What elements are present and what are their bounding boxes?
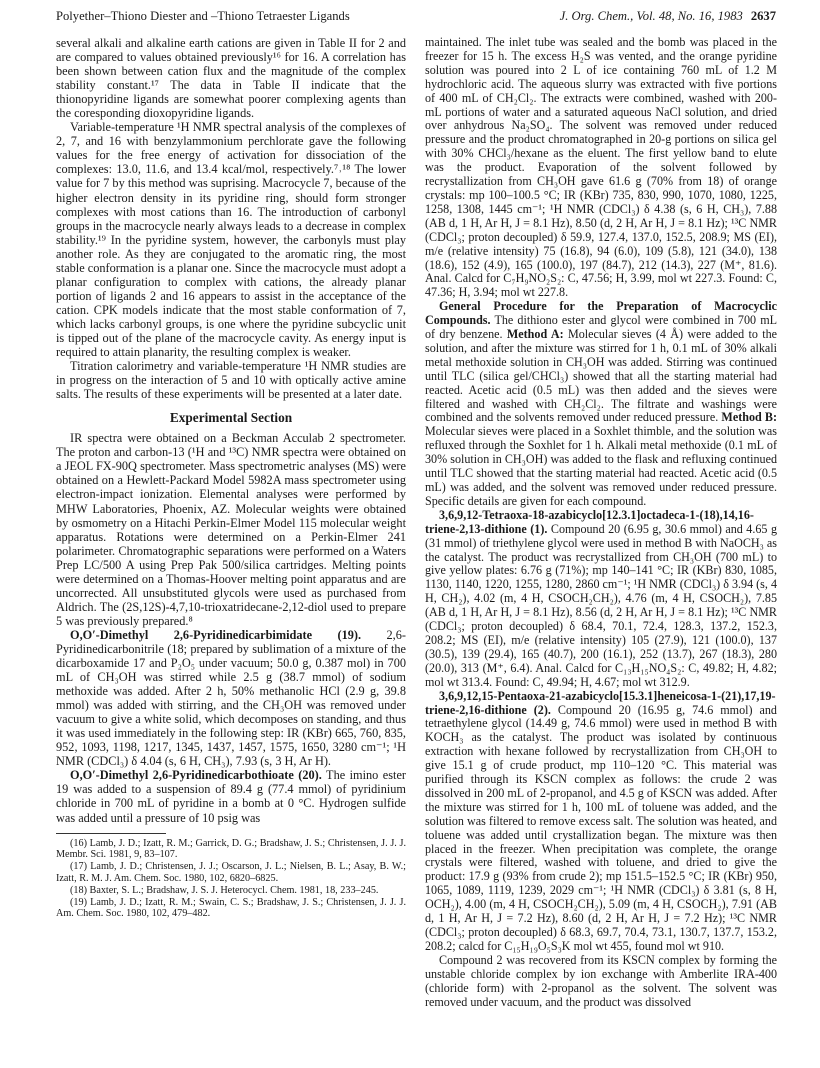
procedure-text: Molecular sieves were placed in a Soxhlet thimble, and the solution was refluxed through the Soxhlet for 1 h. Alkali metal methoxide (0.1 mL of 30% solution in CH₃OH) was added to the flask and refluxing continued until TLC showed that the starting material had reacted. Acetic acid (0.5 mL) was added, and the solvent was removed under reduced pressure. Specific details are given for each compound. [425, 424, 777, 508]
paragraph: several alkali and alkaline earth cations are given in Table II for 2 and are compared to values obtained previously¹⁶ for 16. A correlation has been shown between cation flux and the magnitude of the complex stability constant.¹⁷ The data in Table II indicate that the thionopyridine ligands are somewhat poorer complexing agents than the coresponding dioxopyridine ligands. [56, 36, 406, 121]
compound-text: The imino ester 19 was added to a suspension of 89.4 g (77.4 mmol) of pyridinium chloride in 700 mL of pyridine in a bomb at 0 °C. Hydrogen sulfide was added until a pressure of 10 psig was [56, 768, 407, 825]
footnote: (18) Baxter, S. L.; Bradshaw, J. S. J. Heterocycl. Chem. 1981, 18, 233–245. [70, 884, 379, 896]
right-column [425, 36, 777, 1009]
procedure-paragraph [425, 300, 777, 509]
compound-heading: O,O′-Dimethyl 2,6-Pyridinedicarbothioate (20). [70, 768, 322, 783]
paragraph: IR spectra were obtained on a Beckman Acculab 2 spectrometer. The proton and carbon-13 (¹H and ¹³C) NMR spectra were obtained on a JEOL FX-90Q spectrometer. Mass spectrometric analyses (MS) were obtained on a Hewlett-Packard Model 5982A mass spectrometer using electron-impact ionization. Elemental analyses were performed by MHW Laboratories, Phoenix, AZ. Molecular weights were obtained by osmometry on a Hitachi Perkin-Elmer Model 115 molecular weight apparatus. Rotations were determined on a Perkin-Elmer 241 polarimeter. Chromatographic separations were performed on a Waters Prep LC/500 A using Prep Pak 500/silica cartridges. Melting points were determined on a Thomas-Hoover melting point apparatus and are uncorrected. All unsubstituted glycols were used as purchased from Aldrich. The (2S,12S)-4,7,10-trioxatridecane-2,12-diol used to prepare 5 was previously prepared.⁸ [56, 431, 406, 628]
compound-paragraph [56, 628, 406, 768]
compound-heading: O,O′-Dimethyl 2,6-Pyridinedicarbimidate (19). [70, 627, 362, 642]
procedure-text: Molecular sieves (4 Å) were added to the solution, and after the mixture was stirred for 1 h, 0.1 mL of 30% alkali metal methoxide solution in CH₃OH was added. Stirring was continued until TLC (silica gel/CHCl₃) showed that all the starting material had reacted. Acetic acid (0.5 mL) was then added and the sieves were filtered and washed with CH₂Cl₂. The filtrate and washings were combined and the solvents removed under reduced pressure. [425, 327, 777, 425]
footnotes [56, 838, 406, 921]
page-number: 2637 [750, 9, 776, 23]
compound-heading: 3,6,9,12-Tetraoxa-18-azabicyclo[12.3.1]octadeca-1-(18),14,16-triene-2,13-dithione (1). [425, 507, 754, 536]
running-title: Polyether–Thiono Diester and –Thiono Tetraester Ligands [56, 9, 350, 23]
paragraph: Compound 2 was recovered from its KSCN complex by forming the unstable chloride complex by ion exchange with Amberlite IRA-400 (chloride form) with 2-propanol as the solvent. The solvent was removed under vacuum, and the product was dissolved [425, 952, 777, 1009]
compound-text: Compound 20 (16.95 g, 74.6 mmol) and tetraethylene glycol (14.49 g, 74.6 mmol) were used in method B with KOCH₃ as the catalyst. The product was isolated by continuous extraction with hexane followed by recrystallization from CH₃OH to give 15.1 g of crude product, mp 110–120 °C. This material was purified through its KSCN complex as follows: the crude 2 was dissolved in 200 mL of 2-propanol, and 4.5 g of KSCN was added. After the mixture was stirred for 1 h, 100 mL of toluene was added, and the solution was filtered to remove excess salt. The solution was heated, and toluene was added until crystallization began. The mixture was then placed in the freezer. When precipitation was complete, the orange crystals were filtered, washed with toluene, and dried to give the product: 17.9 g (93% from crude 2); mp 151.5–152.5 °C; IR (KBr) 950, 1065, 1089, 1119, 1239, 2029 cm⁻¹; ¹H NMR (CDCl₃) δ 3.81 (s, 8 H, OCH₂), 4.00 (m, 4 H, CSOCH₂CH₂), 5.09 (m, 4 H, CSOCH₂), 7.91 (AB d, 1 H, Ar H, J = 7.2 Hz), 8.60 (d, 2 H, Ar H, J = 7.2 Hz); ¹³C NMR (CDCl₃; proton decoupled) δ 68.3, 69.7, 70.4, 73.1, 130.7, 137.7, 153.2, 208.2; calcd for C₁₅H₁₉O₅S₃K mol wt 455, found mol wt 910. [425, 702, 777, 953]
section-heading: Experimental Section [169, 410, 293, 426]
paragraph: maintained. The inlet tube was sealed and the bomb was placed in the freezer for 15 h. The excess H₂S was vented, and the orange pyridine solution was poured into 2 L of ice containing 760 mL of 1.2 M hydrochloric acid. The aqueous slurry was extracted with five portions of 400 mL of CH₂Cl₂. The extracts were combined, washed with 200-mL portions of water and a saturated aqueous NaCl solution, and dried over anhydrous Na₂SO₄. The solvent was removed under reduced pressure and the product chromatographed in 20-g portions on silica gel with 30% CHCl₃/hexane as the eluent. The first yellow band to elute was the product. Evaporation of the solvent followed by recrystallization from CH₃OH gave 61.6 g (70% from 18) of orange crystals: mp 100–100.5 °C; IR (KBr) 735, 830, 990, 1070, 1080, 1225, 1258, 1308, 1445 cm⁻¹; ¹H NMR (CDCl₃) δ 4.38 (s, 6 H, CH₃), 7.88 (AB d, 1 H, Ar H, J = 8.1 Hz), 8.50 (d, 2 H, Ar H, J = 8.1 Hz); ¹³C NMR (CDCl₃; proton decoupled) δ 59.9, 127.4, 137.0, 152.5, 208.9; MS (EI), m/e (relative intensity) 75 (16.8), 94 (6.0), 109 (5.8), 121 (34.0), 138 (18.6), 152 (4.9), 165 (100.0), 197 (84.7), 212 (14.3), 227 (M⁺, 81.6). Anal. Calcd for C₇H₉NO₂S₂: C, 47.56; H, 3.99, mol wt 227.3. Found: C, 47.36; H, 3.94; mol wt 227.8. [425, 35, 777, 300]
compound-paragraph [425, 690, 777, 954]
method-b-label: Method B: [721, 410, 777, 425]
compound-text: Compound 20 (6.95 g, 30.6 mmol) and 4.65 g (31 mmol) of triethylene glycol were used in method B with NaOCH₃ as the catalyst. The product was recrystallized from CH₃OH (700 mL) to give yellow plates: 6.76 g (71%); mp 140–141 °C; IR (KBr) 830, 1085, 1130, 1140, 1220, 1255, 1280, 2860 cm⁻¹; ¹H NMR (CDCl₃) δ 3.94 (s, 4 H, CH₂), 4.02 (m, 4 H, CSOCH₂CH₂), 4.76 (m, 4 H, CSOCH₂), 7.85 (AB d, 1 H, Ar H, J = 8.1 Hz), 8.56 (d, 2 H, Ar H, J = 8.1 Hz); ¹³C NMR (CDCl₃; proton decoupled) δ 68.4, 70.1, 72.4, 128.3, 137.2, 152.3, 208.2; MS (EI), m/e (relative intensity) 105 (27.9), 121 (100.0), 137 (30.5), 139 (29.4), 165 (40.7), 200 (16.1), 252 (13.7), 267 (18.3), 280 (20.0), 313 (M⁺, 6.4). Anal. Calcd for C₁₃H₁₅NO₄S₂: C, 49.82; H, 4.82; mol wt 313.4. Found: C, 49.94; H, 4.67; mol wt 312.9. [425, 521, 777, 689]
running-header [56, 9, 776, 31]
compound-heading: 3,6,9,12,15-Pentaoxa-21-azabicyclo[15.3.1]heneicosa-1-(21),17,19-triene-2,16-dithione (2). [425, 688, 776, 717]
compound-paragraph [56, 768, 406, 824]
compound-text: 2,6-Pyridinedicarbonitrile (18; prepared by sublimation of a mixture of the dicarboxamide 17 and P₂O₅ under vacuum; 50.0 g, 0.387 mol) in 700 mL of CH₃OH was stirred while 2.5 g (38.7 mmol) of sodium methoxide was added. After 2 h, 50% methanolic HCl (2.9 g, 39.8 mmol) was added with stirring, and the CH₃OH was removed under vacuum to give a white solid, which decomposes on standing, and thus it was used immediately in the following step: IR (KBr) 665, 760, 835, 952, 1093, 1198, 1217, 1345, 1437, 1457, 1575, 1650, 3280 cm⁻¹; ¹H NMR (CDCl₃) δ 4.04 (s, 6 H, CH₃), 7.93 (s, 3 H, Ar H). [56, 627, 407, 769]
left-column [56, 36, 406, 920]
procedure-heading: General Procedure for the Preparation of Macrocyclic Compounds. [425, 299, 777, 328]
footnote: (16) Lamb, J. D.; Izatt, R. M.; Garrick, D. G.; Bradshaw, J. S.; Christensen, J. J. J. Membr. Sci. 1981, 9, 83–107. [56, 837, 406, 861]
footnote: (19) Lamb, J. D.; Izatt, R. M.; Swain, C. S.; Bradshaw, J. S.; Christensen, J. J. J. Am. Chem. Soc. 1980, 102, 479–482. [56, 896, 406, 920]
paragraph: Titration calorimetry and variable-temperature ¹H NMR studies are in progress on the interaction of 5 and 10 with optically active amine salts. The results of these experiments will be presented at a later date. [56, 359, 406, 402]
footnote-rule [56, 833, 166, 834]
journal-name: J. Org. Chem., Vol. 48, No. 16, 1983 [559, 9, 743, 23]
footnote: (17) Lamb, J. D.; Christensen, J. J.; Oscarson, J. L.; Nielsen, B. L.; Asay, B. W.; Izatt, R. M. J. Am. Chem. Soc. 1980, 102, 6820–6825. [56, 861, 406, 884]
journal-citation [560, 9, 776, 24]
procedure-text: The dithiono ester and glycol were combined in 700 mL of dry benzene. [425, 313, 777, 342]
compound-paragraph [425, 509, 777, 690]
paragraph: Variable-temperature ¹H NMR spectral analysis of the complexes of 2, 7, and 16 with benzylammonium perchlorate gave the following values for the free energy of activation for dissociation of the complexes: 13.0, 11.6, and 13.4 kcal/mol, respectively.⁷˒¹⁸ The lower value for 7 by this method was suprising. Macrocycle 7, because of the higher electron density in its pyridine ring, should form stronger complexes with most cations than 16. The introduction of carbonyl groups in the macrocycle nearly always leads to a decrease in complex stability.¹⁹ In the pyridine system, however, the carbonyls must play another role. As they are conjugated to the aromatic ring, the most stable conformation is a planar one. Since the macrocycle must adopt a planar configuration to complex with cations, the already planar portion of ligands 2 and 16 appears to assist in the acceptance of the cation. CPK models indicate that the most stable conformation of 7, which lacks carbonyl groups, is one where the pyridine subcyclic unit is tipped out of the plane of the macrocycle cavity. As energy input is required to attain planarity, the resulting complex is weaker. [56, 120, 406, 360]
method-a-label: Method A: [506, 327, 564, 342]
